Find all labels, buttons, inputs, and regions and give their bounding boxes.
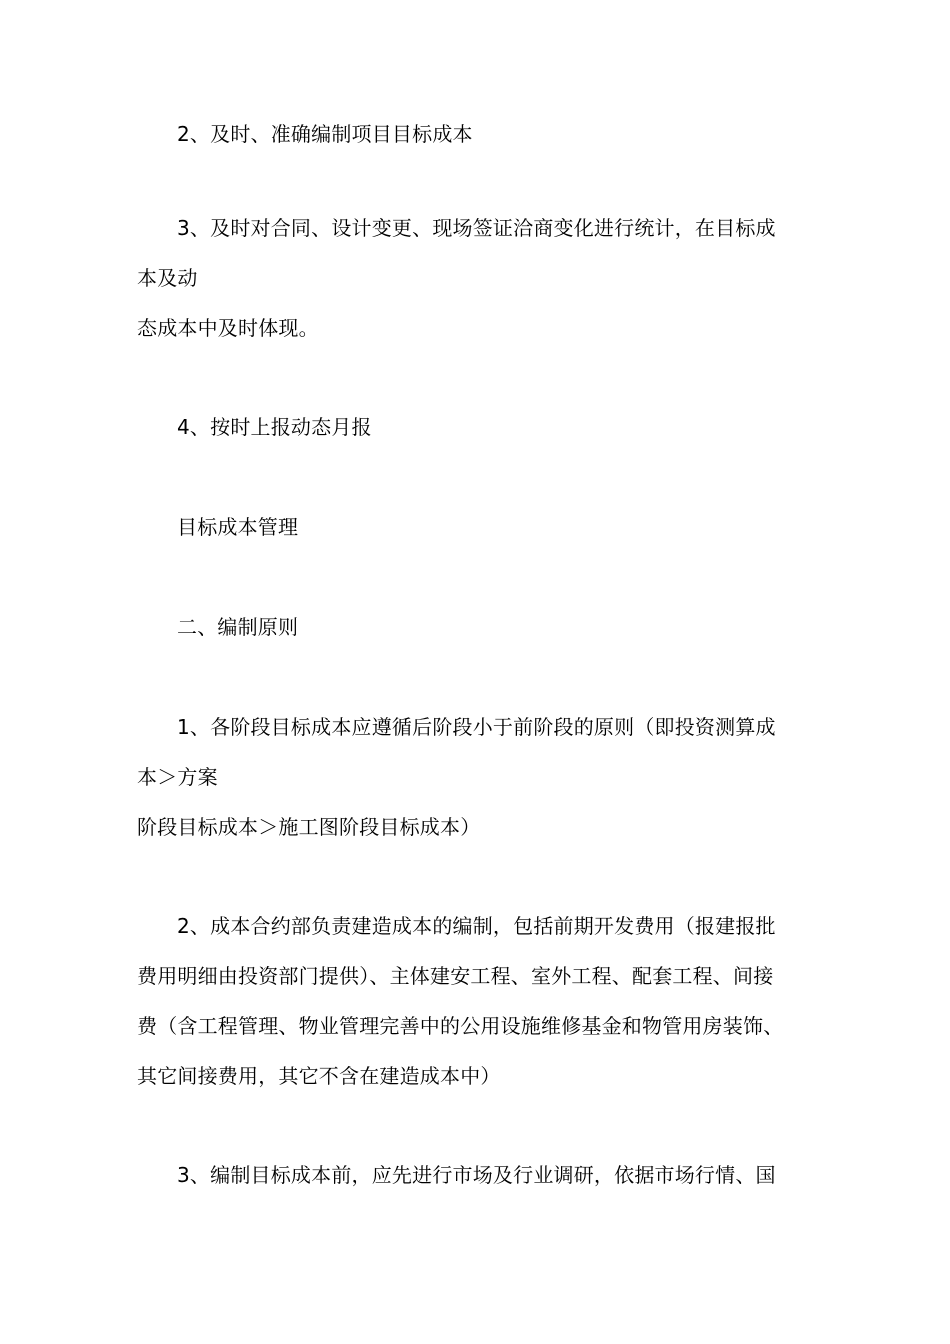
list-item-4-monthly-report: 4、按时上报动态月报 [177,415,372,439]
principle-1-continuation-2: 阶段目标成本＞施工图阶段目标成本） [137,815,481,839]
principle-1: 1、各阶段目标成本应遵循后阶段小于前阶段的原则（即投资测算成 [177,715,776,739]
principle-2: 2、成本合约部负责建造成本的编制，包括前期开发费用（报建报批 [177,914,776,938]
list-item-3-statistics: 3、及时对合同、设计变更、现场签证洽商变化进行统计，在目标成 [177,216,776,240]
section-heading-principles: 二、编制原则 [177,615,299,639]
principle-2-continuation-2: 费（含工程管理、物业管理完善中的公用设施维修基金和物管用房装饰、 [137,1014,784,1038]
section-heading-target-cost: 目标成本管理 [177,515,299,539]
principle-1-continuation-1: 本＞方案 [137,765,218,789]
principle-2-continuation-1: 费用明细由投资部门提供）、主体建安工程、室外工程、配套工程、间接 [137,964,774,988]
principle-2-continuation-3: 其它间接费用，其它不含在建造成本中） [137,1064,501,1088]
principle-3: 3、编制目标成本前，应先进行市场及行业调研，依据市场行情、国 [177,1163,776,1187]
list-item-2-timely-prepare: 2、及时、准确编制项目目标成本 [177,122,473,146]
list-item-3-continuation-1: 本及动 [137,266,198,290]
list-item-3-continuation-2: 态成本中及时体现。 [137,316,319,340]
